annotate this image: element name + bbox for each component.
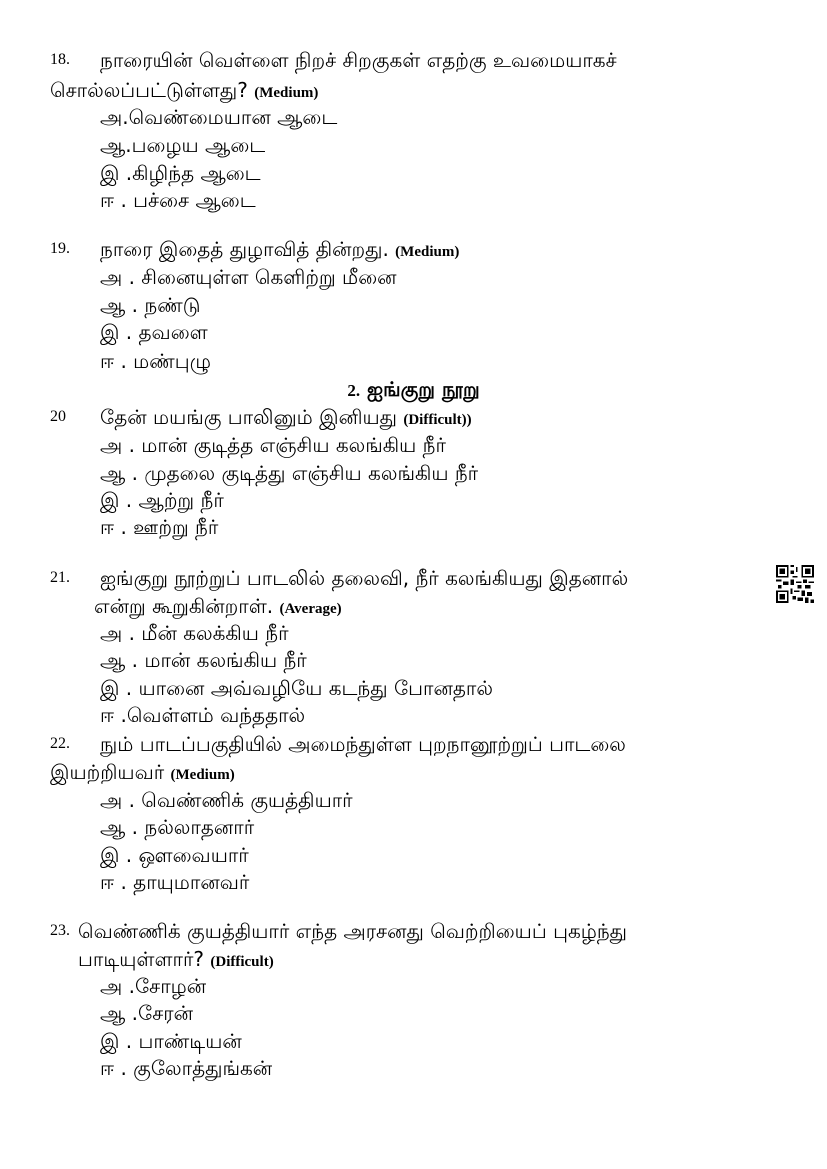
- question-text: தேன் மயங்கு பாலினும் இனியது: [100, 405, 397, 429]
- option-b: ஆ . நல்லாதனார்: [100, 815, 255, 839]
- question-number: 20: [50, 408, 66, 425]
- difficulty-label: (Difficult): [210, 954, 274, 970]
- question-text: வெண்ணிக் குயத்தியார் எந்த அரசனது வெற்றியைப் புகழ்ந்து: [78, 919, 628, 943]
- option-a: அ . மான் குடித்த எஞ்சிய கலங்கிய நீர்: [100, 433, 446, 457]
- question-number: 21.: [50, 569, 70, 586]
- option-c: இ . தவளை: [100, 320, 208, 344]
- question-text-cont: [78, 946, 274, 975]
- difficulty-label: (Difficult)): [403, 412, 472, 428]
- question-text: நாரையின் வெள்ளை நிறச் சிறகுகள் எதற்கு உவமையாகச்: [100, 48, 617, 72]
- question-text-row: [100, 404, 472, 433]
- option-b: ஆ . நண்டு: [100, 293, 201, 317]
- qr-code-icon: [776, 565, 814, 603]
- option-a: அ . சினையுள்ள கெளிற்று மீனை: [100, 265, 397, 289]
- difficulty-label: (Medium): [395, 244, 460, 260]
- option-b: ஆ . மான் கலங்கிய நீர்: [100, 648, 307, 672]
- option-b: ஆ . முதலை குடித்து எஞ்சிய கலங்கிய நீர்: [100, 461, 479, 485]
- option-d: ஈ . ஊற்று நீர்: [100, 515, 219, 539]
- question-text: சொல்லப்பட்டுள்ளது?: [50, 78, 248, 102]
- difficulty-label: (Average): [279, 601, 342, 617]
- option-d: ஈ .வெள்ளம் வந்ததால்: [100, 703, 306, 727]
- option-d: ஈ . குலோத்துங்கன்: [100, 1056, 273, 1080]
- option-b: ஆ.பழைய ஆடை: [100, 133, 266, 157]
- question-text-row: [100, 236, 459, 265]
- section-number: 2.: [347, 381, 361, 400]
- option-a: அ . வெண்ணிக் குயத்தியார்: [100, 788, 353, 812]
- difficulty-label: (Medium): [254, 85, 319, 101]
- question-text-cont: [50, 77, 318, 106]
- option-a: அ .சோழன்: [100, 974, 207, 998]
- question-text: நாரை இதைத் துழாவித் தின்றது.: [100, 237, 389, 261]
- question-text: இயற்றியவர்: [50, 760, 165, 784]
- option-c: இ . ஆற்று நீர்: [100, 488, 224, 512]
- question-number: 23.: [50, 922, 70, 939]
- question-text: நும் பாடப்பகுதியில் அமைந்துள்ள புறநானூற்றுப் பாடலை: [100, 732, 626, 756]
- question-number: 18.: [50, 51, 70, 68]
- option-d: ஈ . தாயுமானவர்: [100, 870, 250, 894]
- option-a: அ.வெண்மையான ஆடை: [100, 105, 338, 129]
- question-text-cont: [50, 759, 235, 788]
- section-title: ஐங்குறு நூறு: [367, 377, 480, 401]
- question-text-cont: [94, 593, 342, 622]
- section-heading: [0, 376, 827, 404]
- option-c: இ . பாண்டியன்: [100, 1029, 242, 1053]
- question-number: 22.: [50, 735, 70, 752]
- question-text: என்று கூறுகின்றாள்.: [94, 594, 274, 618]
- option-a: அ . மீன் கலக்கிய நீர்: [100, 621, 289, 645]
- option-c: இ .கிழிந்த ஆடை: [100, 161, 261, 185]
- option-c: இ . ஔவையார்: [100, 843, 249, 867]
- difficulty-label: (Medium): [170, 767, 235, 783]
- question-text: ஐங்குறு நூற்றுப் பாடலில் தலைவி, நீர் கலங்கியது இதனால்: [100, 566, 629, 590]
- question-number: 19.: [50, 240, 70, 257]
- option-c: இ . யானை அவ்வழியே கடந்து போனதால்: [100, 676, 493, 700]
- option-d: ஈ . மண்புழு: [100, 349, 211, 373]
- option-d: ஈ . பச்சை ஆடை: [100, 188, 256, 212]
- option-b: ஆ .சேரன்: [100, 1001, 194, 1025]
- question-text: பாடியுள்ளார்?: [78, 947, 205, 971]
